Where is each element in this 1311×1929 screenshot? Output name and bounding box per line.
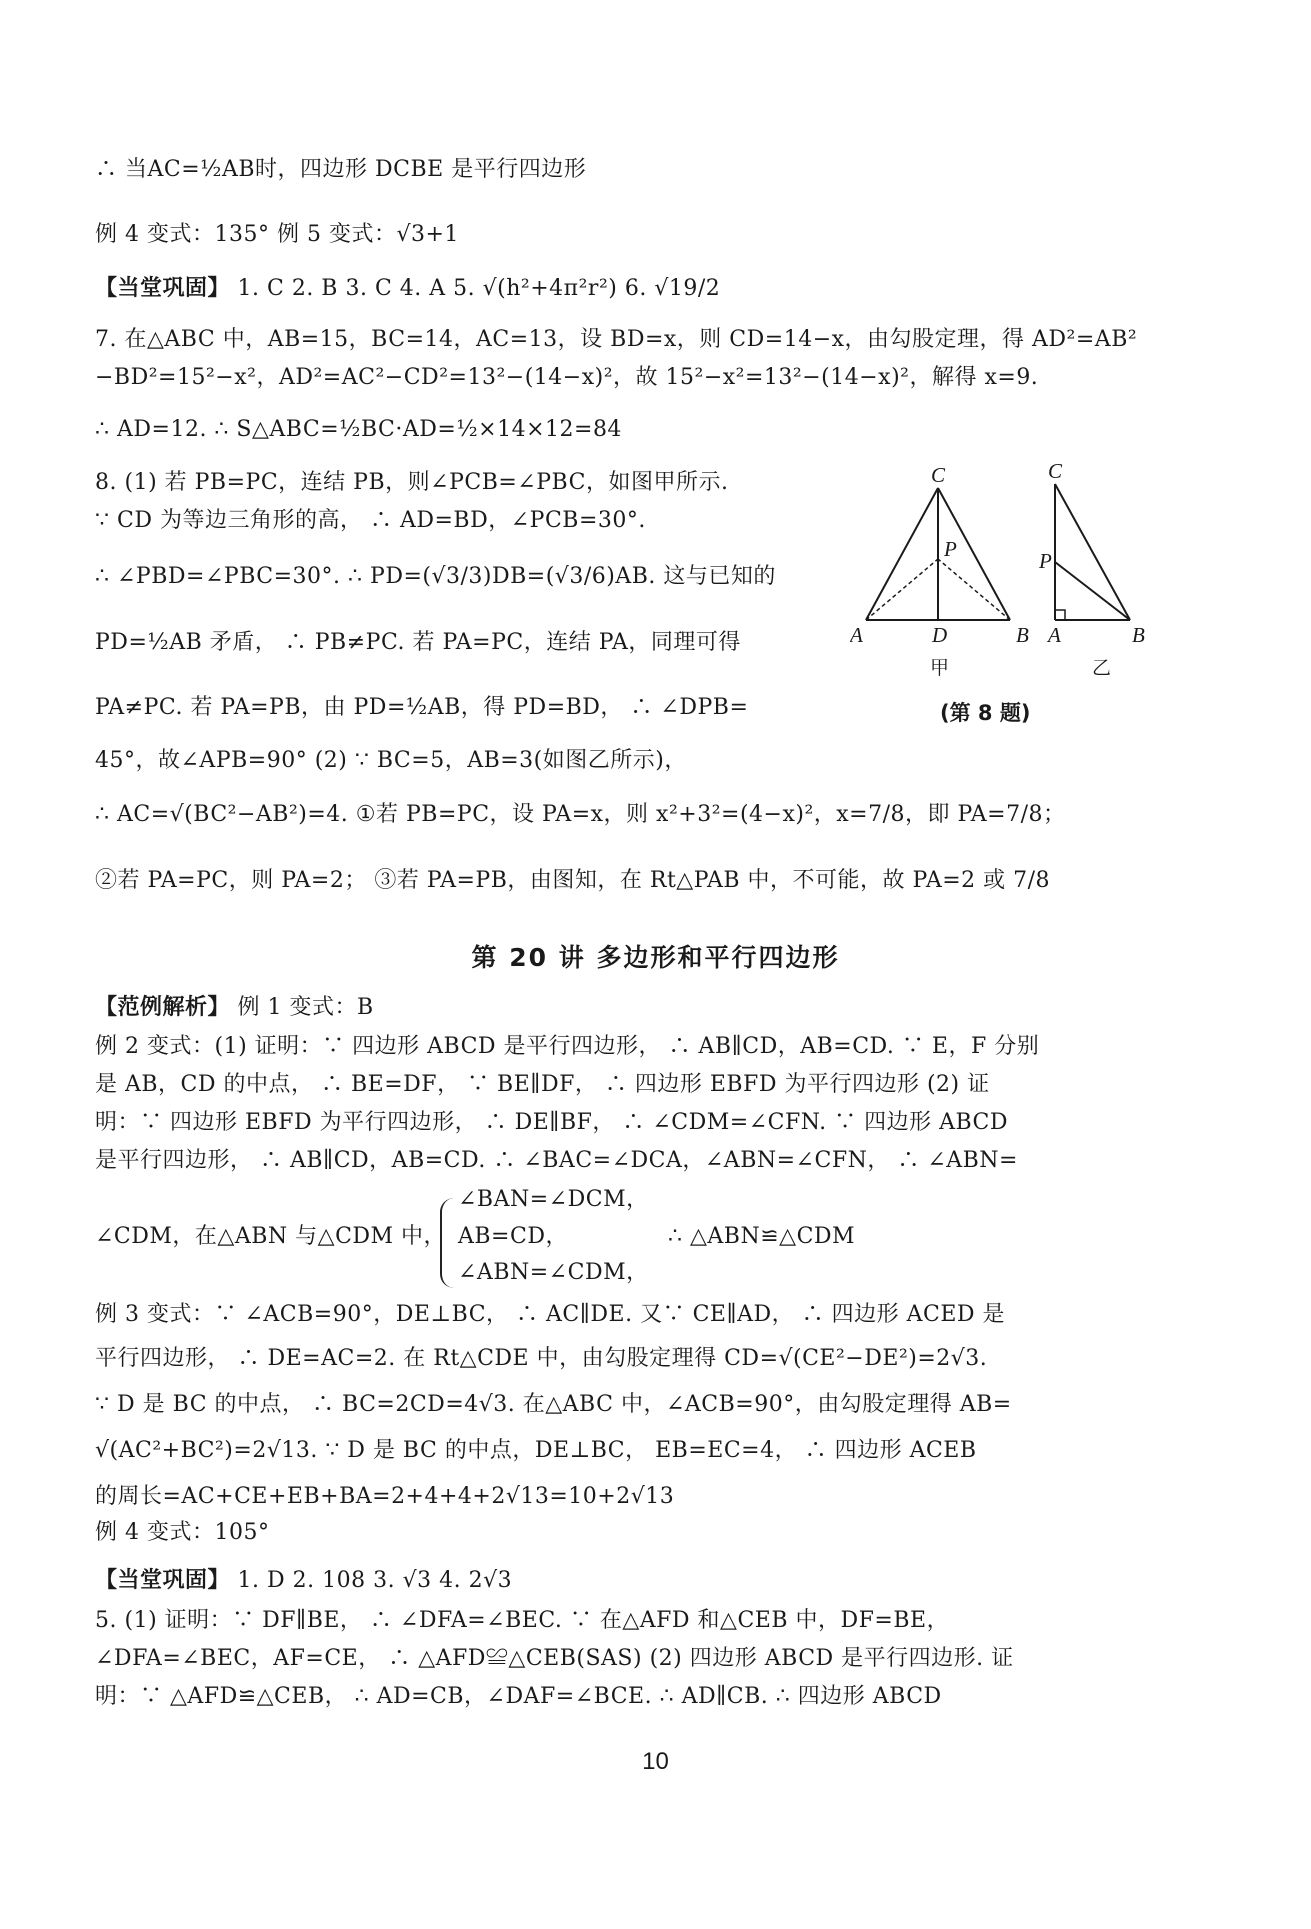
line-15 [95,993,374,1023]
line-09: ∴ ∠PBD=∠PBC=30°. ∴ PD=(√3/3)DB=(√3/6)AB. 这与已知的 [95,564,776,589]
line-07: 8. (1) 若 PB=PC，连结 PB，则∠PCB=∠PBC，如图甲所示. [95,470,729,495]
page-number: 10 [642,1748,669,1775]
line-21: 例 3 变式：∵ ∠ACB=90°，DE⊥BC， ∴ AC∥DE. 又∵ CE∥AD， ∴ 四边形 ACED 是 [95,1302,1006,1327]
fig-b-right-angle-mark [1055,610,1065,620]
line-25: 的周长=AC+CE+EB+BA=2+4+4+2√13=10+2√13 [95,1484,675,1509]
line-10: PD=½AB 矛盾， ∴ PB≠PC. 若 PA=PC，连结 PA，同理可得 [95,630,741,655]
fig-b-label-p: P [1039,549,1052,573]
fig-a-label-d: D [932,623,948,647]
system-eq-1: ∠BAN=∠DCM， [458,1187,649,1212]
line-03 [95,274,720,304]
line-05: −BD²=15²−x²，AD²=AC²−CD²=13²−(14−x)²，故 15²−x²=13²−(14−x)²，解得 x=9. [95,365,1039,390]
line-17: 是 AB，CD 的中点， ∴ BE=DF， ∵ BE∥DF， ∴ 四边形 EBFD 为平行四边形 (2) 证 [95,1072,990,1097]
line-12: 45°，故∠APB=90° (2) ∵ BC=5，AB=3(如图乙所示)， [95,748,687,773]
line-11: PA≠PC. 若 PA=PB，由 PD=½AB，得 PD=BD， ∴ ∠DPB= [95,695,749,720]
line-02: 例 4 变式：135° 例 5 变式：√3+1 [95,222,459,247]
line-13: ∴ AC=√(BC²−AB²)=4. ①若 PB=PC，设 PA=x，则 x²+3²=(4−x)²，x=7/8，即 PA=7/8； [95,802,1066,827]
line-19: 是平行四边形， ∴ AB∥CD，AB=CD. ∴ ∠BAC=∠DCA，∠ABN=∠CFN， ∴ ∠ABN= [95,1148,1018,1173]
fig-b-segment-pb [1055,562,1130,620]
label-dangtang-1: 【当堂巩固】 [95,276,231,301]
line-08: ∵ CD 为等边三角形的高， ∴ AD=BD，∠PCB=30°. [95,508,646,533]
fig-a-name: 甲 [930,657,950,679]
fig-b-label-c: C [1048,464,1063,483]
line-29: ∠DFA=∠BEC，AF=CE， ∴ △AFD≌△CEB(SAS) (2) 四边形 ABCD 是平行四边形. 证 [95,1646,1014,1671]
label-fanli: 【范例解析】 [95,995,231,1020]
line-18: 明：∵ 四边形 EBFD 为平行四边形， ∴ DE∥BF， ∴ ∠CDM=∠CFN. ∵ 四边形 ABCD [95,1110,1009,1135]
fig-a-label-b: B [1016,623,1029,647]
fig-a-dashed-pb [938,559,1010,620]
line-27 [95,1566,512,1596]
line-26: 例 4 变式：105° [95,1520,270,1545]
fig-b-side-cb [1055,484,1130,620]
line-30: 明：∵ △AFD≌△CEB， ∴ AD=CB，∠DAF=∠BCE. ∴ AD∥CB. ∴ 四边形 ABCD [95,1684,942,1709]
section-title: 第 20 讲 多边形和平行四边形 [471,943,840,972]
figure-8-svg [850,464,1170,694]
line-03-text: 1. C 2. B 3. C 4. A 5. √(h²+4π²r²) 6. √19/2 [237,276,721,301]
line-20: ∠CDM，在△ABN 与△CDM 中， [95,1224,447,1249]
line-28: 5. (1) 证明：∵ DF∥BE， ∴ ∠DFA=∠BEC. ∵ 在△AFD 和△CEB 中，DF=BE， [95,1608,950,1633]
figure-8 [850,464,1170,694]
line-04: 7. 在△ABC 中，AB=15，BC=14，AC=13，设 BD=x，则 CD=14−x，由勾股定理，得 AD²=AB² [95,327,1138,352]
line-27-text: 1. D 2. 108 3. √3 4. 2√3 [237,1568,513,1593]
label-dangtang-2: 【当堂巩固】 [95,1568,231,1593]
figure-8-caption: (第 8 题) [940,701,1031,725]
fig-a-dashed-pa [866,559,938,620]
fig-b-name: 乙 [1092,657,1112,679]
fig-b-label-b: B [1132,623,1145,647]
line-24: √(AC²+BC²)=2√13. ∵ D 是 BC 的中点，DE⊥BC， EB=EC=4， ∴ 四边形 ACEB [95,1438,977,1463]
fig-a-label-p: P [944,537,957,561]
line-06: ∴ AD=12. ∴ S△ABC=½BC·AD=½×14×12=84 [95,417,622,442]
line-22: 平行四边形， ∴ DE=AC=2. 在 Rt△CDE 中，由勾股定理得 CD=√(CE²−DE²)=2√3. [95,1346,988,1371]
line-16: 例 2 变式：(1) 证明：∵ 四边形 ABCD 是平行四边形， ∴ AB∥CD，AB=CD. ∵ E，F 分别 [95,1034,1040,1059]
fig-a-side-ac [866,488,938,620]
line-23: ∵ D 是 BC 的中点， ∴ BC=2CD=4√3. 在△ABC 中，∠ACB=90°，由勾股定理得 AB= [95,1392,1012,1417]
fig-a-label-a: A [850,623,863,647]
line-15-text: 例 1 变式：B [237,995,374,1020]
system-eq-3: ∠ABN=∠CDM， [458,1260,649,1285]
fig-a-label-c: C [931,464,946,487]
line-14: ②若 PA=PC，则 PA=2； ③若 PA=PB，由图知，在 Rt△PAB 中，不可能，故 PA=2 或 7/8 [95,868,1051,893]
fig-b-label-a: A [1048,623,1061,647]
system-eq-2: AB=CD， [458,1224,568,1249]
line-01: ∴ 当AC=½AB时，四边形 DCBE 是平行四边形 [95,157,587,182]
system-conclusion: ∴ △ABN≌△CDM [668,1224,856,1249]
